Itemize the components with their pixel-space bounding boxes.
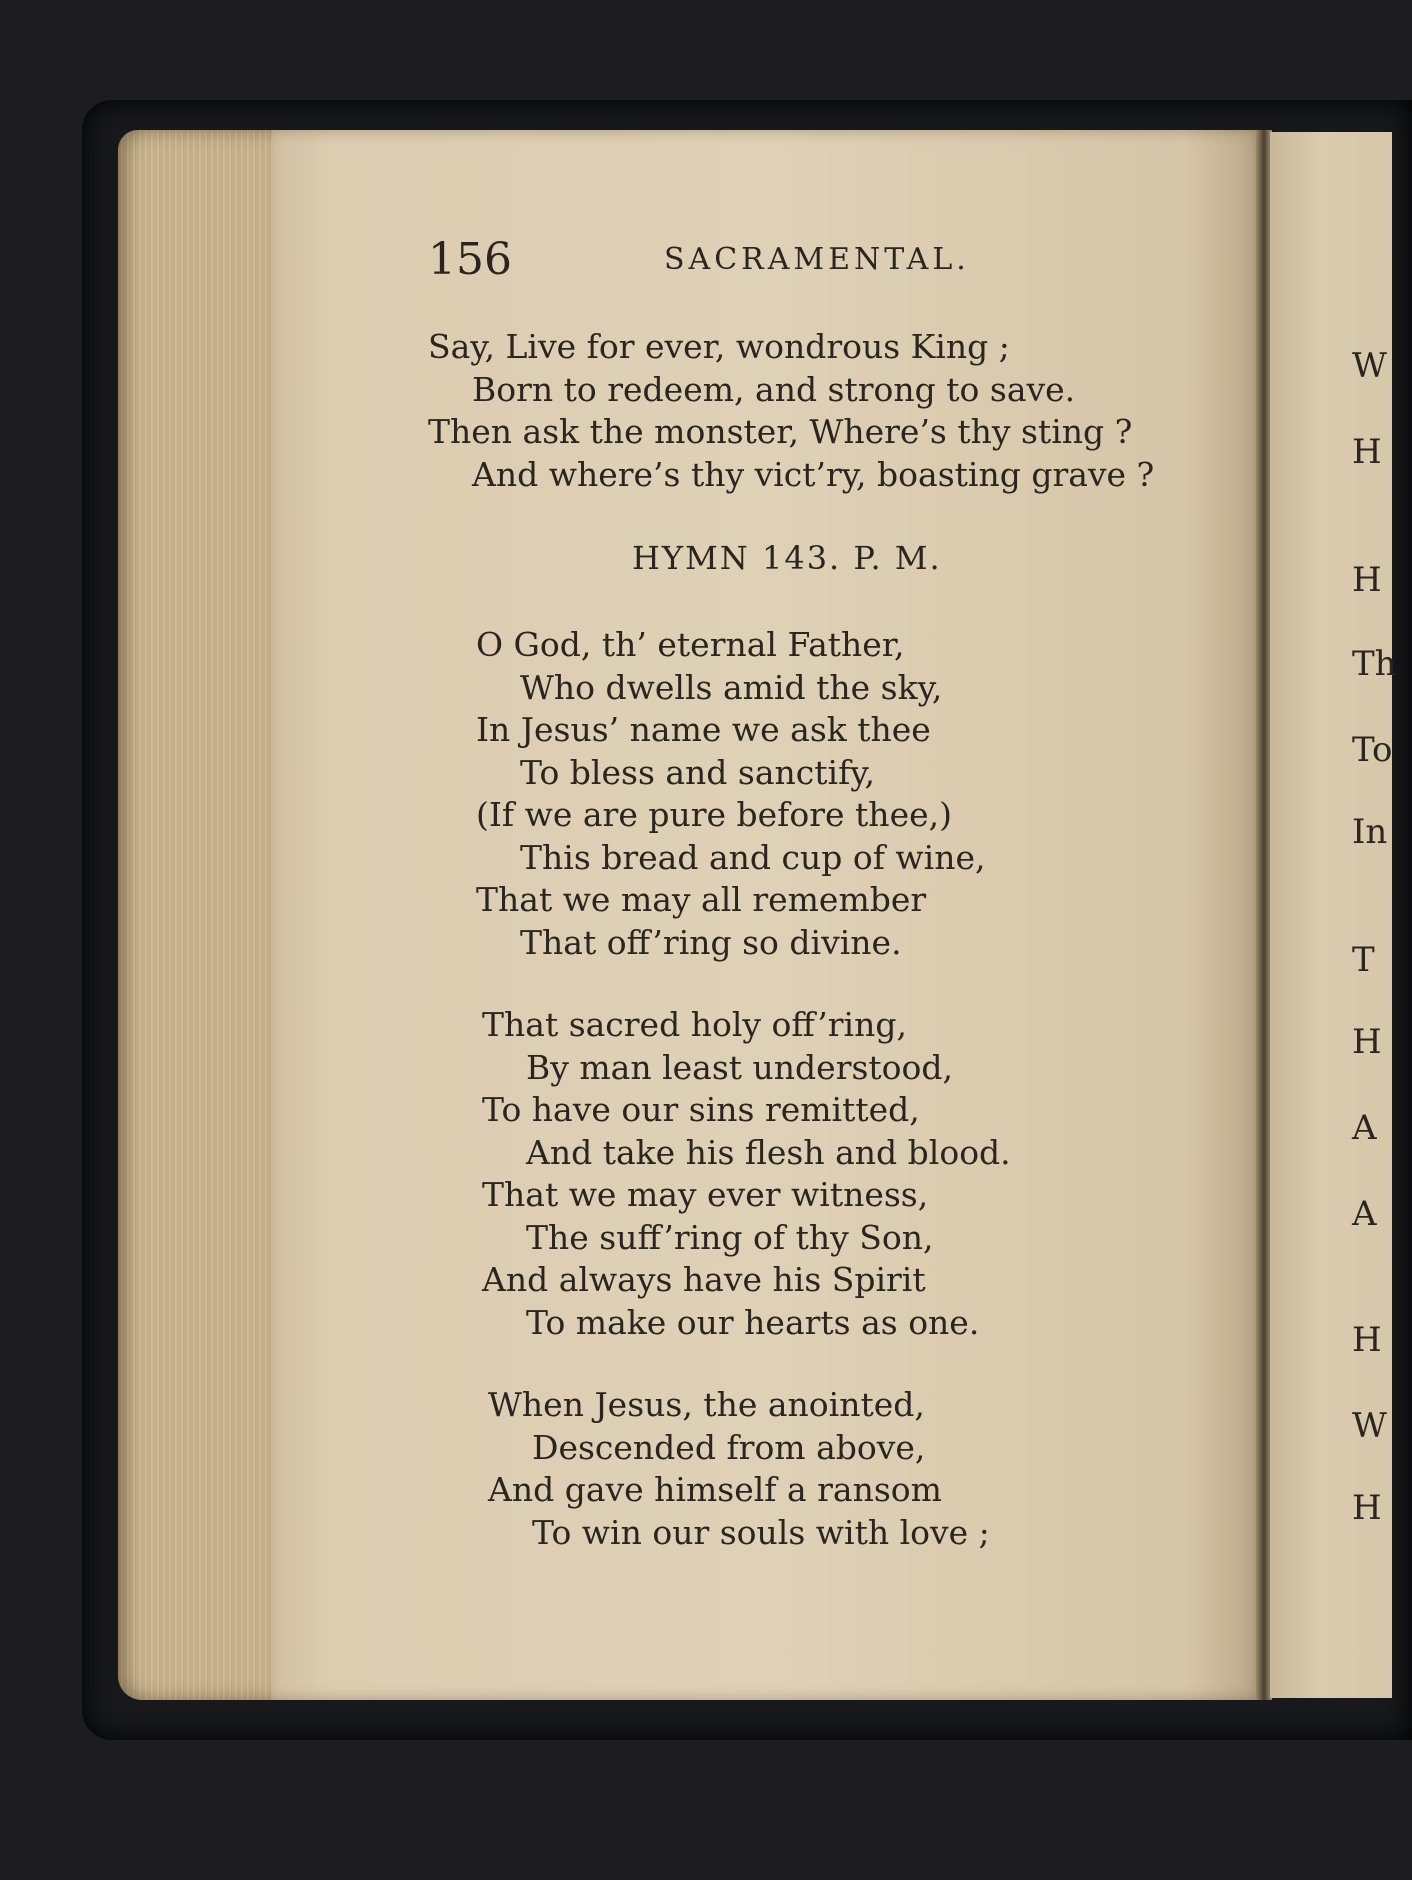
right-page-fragment: To xyxy=(1352,730,1393,770)
verse-line: This bread and cup of wine, xyxy=(520,837,986,877)
right-page-fragment: H xyxy=(1352,1320,1382,1360)
verse-line: That we may all remember xyxy=(476,880,927,919)
verse-line: That sacred holy off’ring, xyxy=(482,1005,907,1044)
right-page-fragment: H xyxy=(1352,432,1382,472)
right-page-fragment: H xyxy=(1352,1022,1382,1062)
verse-line: Born to redeem, and strong to save. xyxy=(472,369,1076,409)
verse-line: And where’s thy vict’ry, boasting grave ? xyxy=(472,454,1155,494)
hymn-title: HYMN 143. P. M. xyxy=(632,539,942,577)
verse-line: When Jesus, the anointed, xyxy=(488,1385,925,1424)
verse-line: To win our souls with love ; xyxy=(532,1512,990,1552)
right-page-fragment: A xyxy=(1352,1108,1377,1148)
right-page-fragment: In xyxy=(1352,812,1388,852)
verse-line: (If we are pure before thee,) xyxy=(476,795,952,834)
right-page-fragment: T xyxy=(1352,940,1375,980)
verse-line: And gave himself a ransom xyxy=(488,1470,942,1509)
right-page-fragment: A xyxy=(1352,1194,1377,1234)
verse-line: Descended from above, xyxy=(532,1427,926,1467)
right-page-fragment: Th xyxy=(1352,644,1397,684)
verse-line: To make our hearts as one. xyxy=(526,1302,980,1342)
page-edges xyxy=(118,130,278,1700)
verse-line: And always have his Spirit xyxy=(482,1260,926,1299)
stanza-previous-hymn xyxy=(428,326,1154,496)
verse-line: Say, Live for ever, wondrous King ; xyxy=(428,327,1010,366)
verse-line: The suff’ring of thy Son, xyxy=(526,1217,934,1257)
right-page-fragment: H xyxy=(1352,1488,1382,1528)
right-page-fragment: H xyxy=(1352,560,1382,600)
verse-line: In Jesus’ name we ask thee xyxy=(476,710,931,749)
running-head xyxy=(428,232,988,292)
stanza-2 xyxy=(482,1004,1011,1344)
section-title: SACRAMENTAL. xyxy=(664,242,970,277)
verse-line: Who dwells amid the sky, xyxy=(520,667,943,707)
verse-line: By man least understood, xyxy=(526,1047,954,1087)
verse-line: Then ask the monster, Where’s thy sting ? xyxy=(428,412,1133,451)
stanza-3 xyxy=(488,1384,990,1554)
verse-line: And take his flesh and blood. xyxy=(526,1132,1011,1172)
right-page-fragment: W xyxy=(1352,346,1387,386)
verse-line: To bless and sanctify, xyxy=(520,752,876,792)
verse-line: To have our sins remitted, xyxy=(482,1090,920,1129)
verse-line: That off’ring so divine. xyxy=(520,922,902,962)
right-page-fragment: W xyxy=(1352,1406,1387,1446)
verse-line: O God, th’ eternal Father, xyxy=(476,625,905,664)
page-number: 156 xyxy=(428,234,512,285)
verse-line: That we may ever witness, xyxy=(482,1175,929,1214)
stanza-1 xyxy=(476,624,986,964)
